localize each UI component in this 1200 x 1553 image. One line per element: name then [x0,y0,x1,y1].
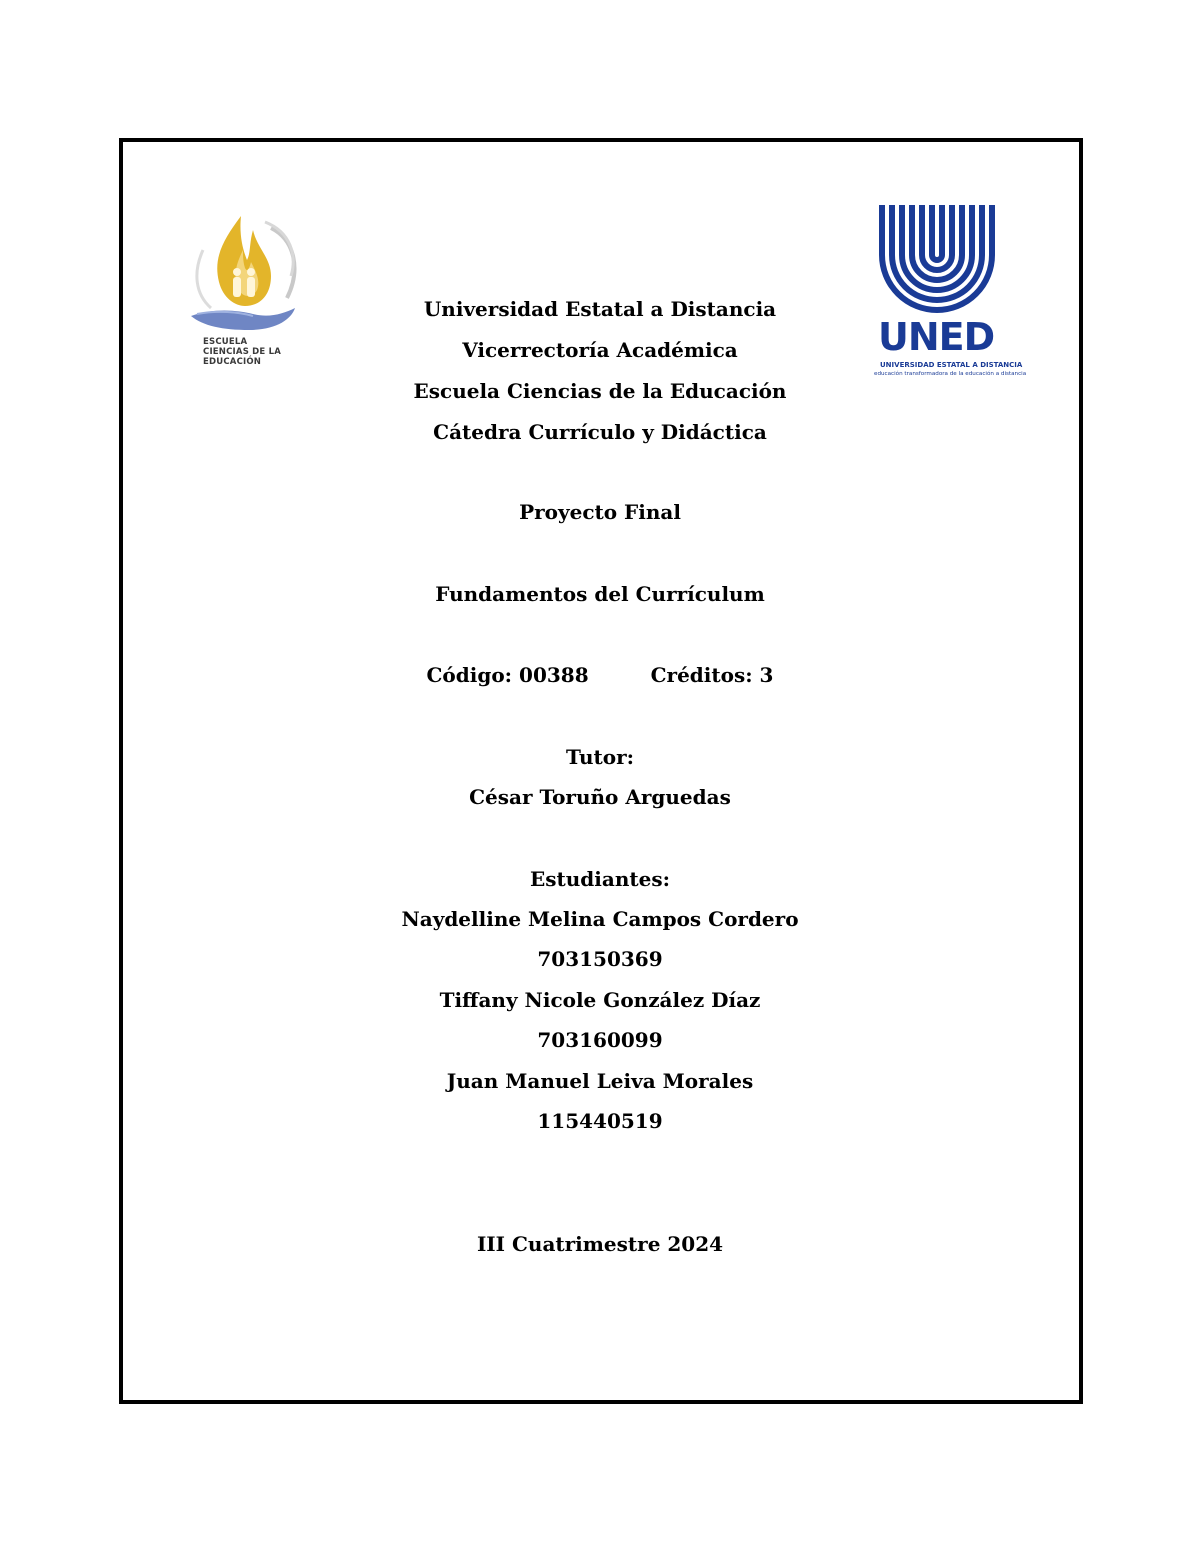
university-name: Universidad Estatal a Distancia [423,297,777,321]
tutor-label: Tutor: [565,745,635,769]
student-name: Tiffany Nicole González Díaz [439,988,761,1012]
logo-text: ESCUELA CIENCIAS DE LA EDUCACIÓN [203,337,281,367]
uned-subtitle: UNIVERSIDAD ESTATAL A DISTANCIA [880,361,1023,369]
student-name: Juan Manuel Leiva Morales [446,1069,754,1093]
school-name: Escuela Ciencias de la Educación [413,379,787,403]
student-id: 115440519 [537,1109,663,1133]
project-title: Proyecto Final [519,500,681,524]
uned-tagline: educación transformadora de la educación a distancia [874,371,1027,377]
term: III Cuatrimestre 2024 [476,1232,724,1256]
tutor-name: César Toruño Arguedas [469,785,731,809]
course-code: Código: 00388 [426,663,589,687]
student-id: 703160099 [537,1028,663,1052]
course-codes [0,663,1200,687]
vicerrectoria: Vicerrectoría Académica [462,338,738,362]
course-name: Fundamentos del Currículum [435,582,765,606]
student-name: Naydelline Melina Campos Cordero [401,907,799,931]
uned-wordmark: UNED [878,315,995,359]
catedra-name: Cátedra Currículo y Didáctica [433,420,767,444]
students-label: Estudiantes: [530,867,670,891]
course-credits: Créditos: 3 [650,663,774,687]
student-id: 703150369 [537,947,663,971]
